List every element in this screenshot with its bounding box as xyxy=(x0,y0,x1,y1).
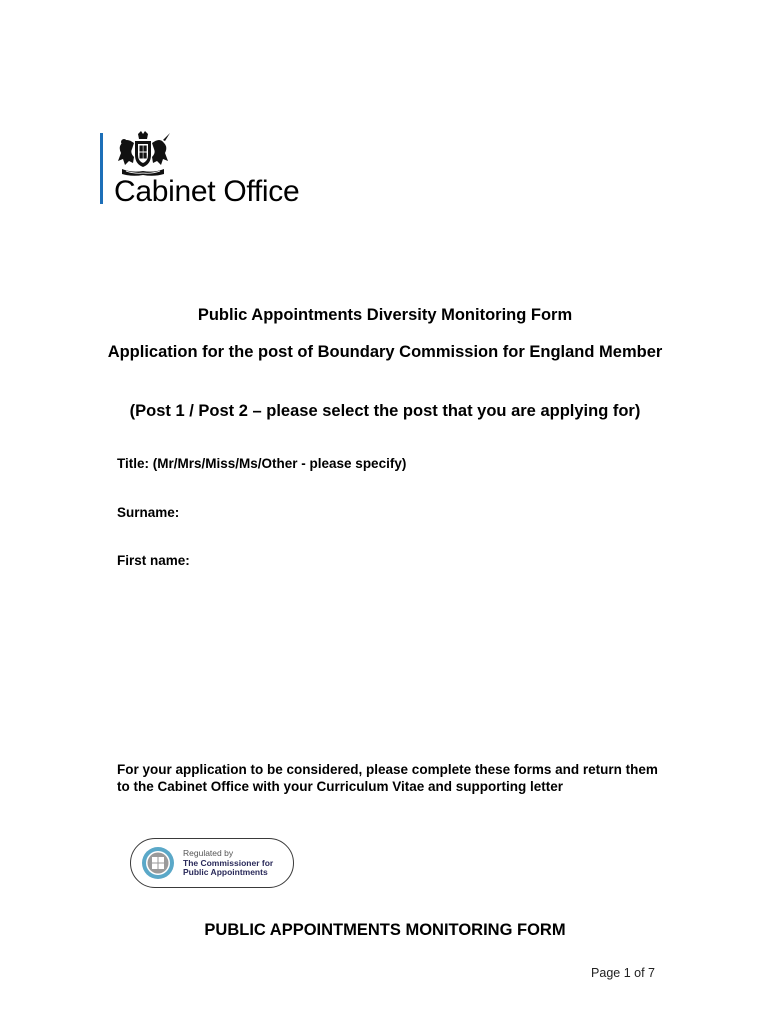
application-heading: Application for the post of Boundary Commission for England Member xyxy=(107,343,663,361)
cabinet-office-logo-text: Cabinet Office xyxy=(114,175,300,208)
logo-accent-bar xyxy=(100,133,103,204)
first-name-field-label: First name: xyxy=(117,553,190,568)
badge-line-3: Public Appointments xyxy=(183,867,268,877)
badge-line-2: The Commissioner for xyxy=(183,857,274,868)
badge-text xyxy=(183,849,273,878)
title-field-label: Title: (Mr/Mrs/Miss/Ms/Other - please specify) xyxy=(117,456,407,471)
surname-field-label: Surname: xyxy=(117,505,180,520)
submission-instructions: For your application to be considered, please complete these forms and return them to the Cabinet Office with your Curriculum Vitae and supporting letter xyxy=(117,762,658,794)
post-select-heading: (Post 1 / Post 2 – please select the post that you are applying for) xyxy=(129,402,641,420)
royal-coat-of-arms-icon xyxy=(114,131,172,177)
page-number: Page 1 of 7 xyxy=(591,966,655,980)
form-name-heading: Public Appointments Diversity Monitoring Form xyxy=(197,306,573,324)
monitoring-form-title: PUBLIC APPOINTMENTS MONITORING FORM xyxy=(204,921,566,939)
badge-line-1: Regulated by xyxy=(183,848,234,858)
commissioner-logo-icon xyxy=(141,846,175,880)
commissioner-regulation-badge xyxy=(130,838,294,888)
